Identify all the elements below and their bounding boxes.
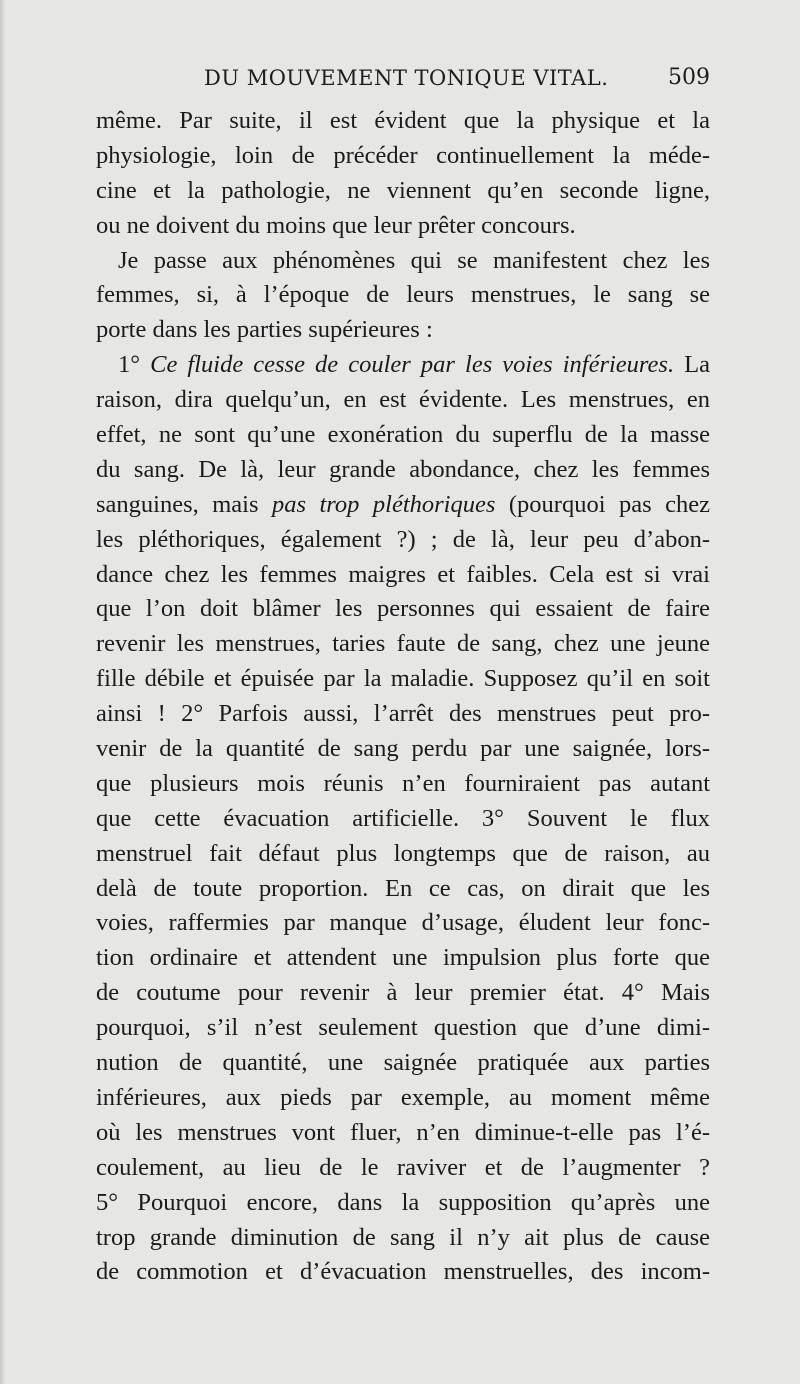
page-header <box>96 62 710 94</box>
body-text <box>96 104 710 1290</box>
italic-phrase: Ce fluide cesse de couler par les voies inférieures. <box>150 351 675 379</box>
text-line: delà de toute proportion. En ce cas, on dirait que les <box>96 874 710 902</box>
text-line: dance chez les femmes maigres et faibles. Cela est si vrai <box>96 560 710 588</box>
text-run: sanguines, mais <box>96 490 272 518</box>
text-line: du sang. De là, leur grande abondance, chez les femmes <box>96 455 710 483</box>
text-line: nution de quantité, une saignée pratiquée aux parties <box>96 1049 710 1077</box>
text-line: inférieures, aux pieds par exemple, au moment même <box>96 1083 710 1111</box>
text-line: de commotion et d’évacuation menstruelles, des incom- <box>96 1258 710 1286</box>
text-line: fille débile et épuisée par la maladie. Supposez qu’il en soit <box>96 665 710 693</box>
text-line: que plusieurs mois réunis n’en fourniraient pas autant <box>96 769 710 797</box>
text-run: (pourquoi pas chez <box>495 490 710 518</box>
text-line: coulement, au lieu de le raviver et de l’augmenter ? <box>96 1153 710 1181</box>
text-line: même. Par suite, il est évident que la physique et la <box>96 107 710 134</box>
text-line: trop grande diminution de sang il n’y ait plus de cause <box>96 1223 710 1251</box>
page-number: 509 <box>668 65 710 90</box>
text-line: menstruel fait défaut plus longtemps que de raison, au <box>96 839 710 867</box>
text-line: ainsi ! 2° Parfois aussi, l’arrêt des menstrues peut pro- <box>96 700 710 728</box>
text-line: les pléthoriques, également ?) ; de là, leur peu d’abon- <box>96 525 710 553</box>
text-line: que cette évacuation artificielle. 3° Souvent le flux <box>96 804 710 832</box>
text-line: voies, raffermies par manque d’usage, éludent leur fonc- <box>96 909 710 937</box>
text-line: revenir les menstrues, taries faute de sang, chez une jeune <box>96 630 710 658</box>
text-line: effet, ne sont qu’une exonération du superflu de la masse <box>96 421 710 449</box>
text-line: tion ordinaire et attendent une impulsion plus forte que <box>96 944 710 972</box>
text-line: venir de la quantité de sang perdu par une saignée, lors- <box>96 735 710 763</box>
italic-phrase: pas trop pléthoriques <box>271 490 496 518</box>
text-run: 1° <box>118 351 151 379</box>
text-line <box>96 348 710 383</box>
text-line: Je passe aux phénomènes qui se manifestent chez les <box>118 246 710 274</box>
text-line: femmes, si, à l’époque de leurs menstrues, le sang se <box>96 281 710 309</box>
text-line <box>96 488 710 523</box>
page-edge-shadow <box>0 0 6 1384</box>
text-line: pourquoi, s’il n’est seulement question que d’une dimi- <box>96 1014 710 1042</box>
text-run: La <box>674 351 710 379</box>
running-title: DU MOUVEMENT TONIQUE VITAL. <box>204 66 609 90</box>
text-line: où les menstrues vont fluer, n’en diminue-t-elle pas l’é- <box>96 1118 710 1146</box>
text-line: ou ne doivent du moins que leur prêter concours. <box>96 211 576 239</box>
text-line: cine et la pathologie, ne viennent qu’en seconde ligne, <box>96 176 710 204</box>
text-line: de coutume pour revenir à leur premier état. 4° Mais <box>96 979 710 1007</box>
text-line: 5° Pourquoi encore, dans la supposition qu’après une <box>96 1188 710 1216</box>
text-line: physiologie, loin de précéder continuellement la méde- <box>96 141 710 169</box>
text-line: que l’on doit blâmer les personnes qui essaient de faire <box>96 595 710 623</box>
text-line: porte dans les parties supérieures : <box>96 316 433 344</box>
text-line: raison, dira quelqu’un, en est évidente. Les menstrues, en <box>96 386 710 414</box>
